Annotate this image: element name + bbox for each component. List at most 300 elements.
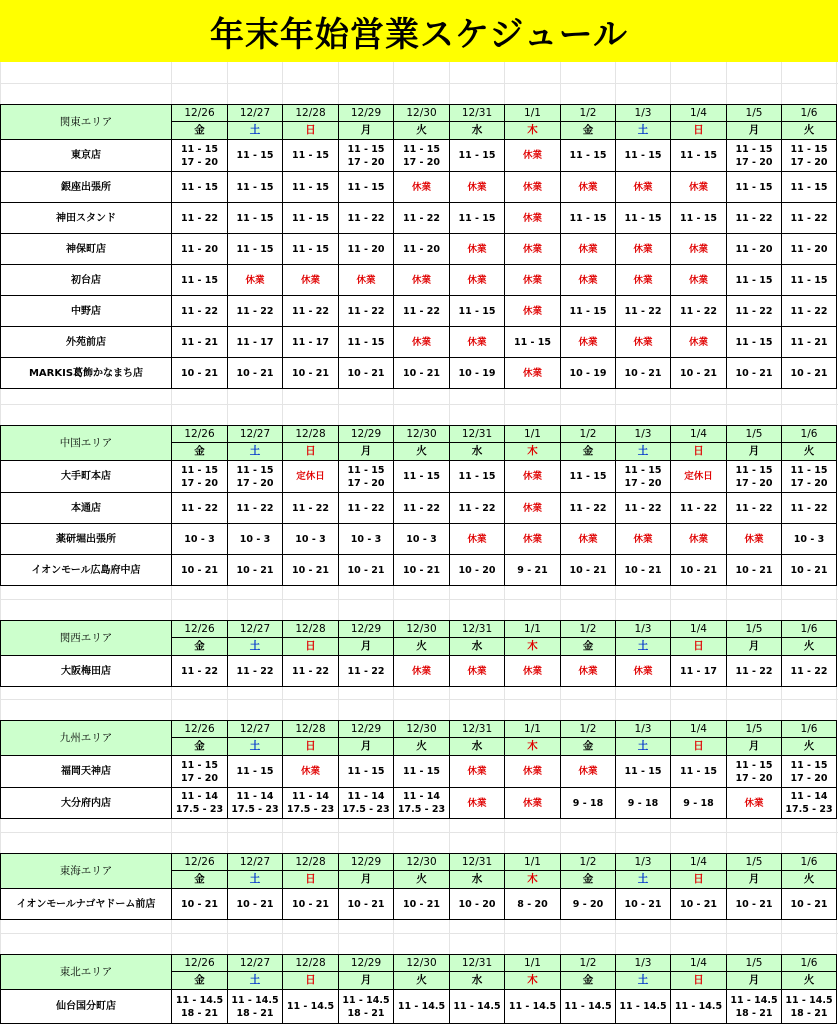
store-row	[1, 234, 837, 265]
hours-cell: 休業	[450, 234, 505, 265]
weekday-cell: 火	[394, 638, 450, 656]
weekday-cell: 水	[450, 738, 505, 756]
hours-cell: 休業	[505, 358, 561, 389]
hours-cell: 11 - 15	[283, 140, 339, 172]
hours-cell: 休業	[505, 756, 561, 788]
store-row	[1, 788, 837, 819]
hours-cell: 休業	[616, 656, 671, 687]
hours-cell: 10 - 21	[616, 889, 671, 920]
hours-cell: 11 - 22	[394, 493, 450, 524]
store-row	[1, 756, 837, 788]
date-cell: 12/30	[394, 426, 450, 443]
hours-cell: 11 - 14.5	[283, 990, 339, 1024]
date-cell: 1/2	[561, 105, 616, 122]
hours-cell: 11 - 20	[782, 234, 837, 265]
date-cell: 1/2	[561, 621, 616, 638]
weekday-cell: 火	[782, 122, 837, 140]
weekday-cell: 日	[283, 122, 339, 140]
date-row	[1, 955, 837, 972]
weekday-cell: 月	[339, 443, 394, 461]
date-cell: 12/31	[450, 721, 505, 738]
weekday-cell: 日	[671, 443, 727, 461]
date-cell: 1/1	[505, 955, 561, 972]
store-row	[1, 524, 837, 555]
weekday-cell: 土	[616, 443, 671, 461]
date-cell: 1/2	[561, 721, 616, 738]
area-name: 東北エリア	[1, 955, 172, 990]
hours-cell: 11 - 22	[782, 296, 837, 327]
hours-cell: 休業	[450, 172, 505, 203]
date-cell: 12/30	[394, 854, 450, 871]
sheet-gridline	[0, 832, 838, 833]
date-cell: 1/3	[616, 105, 671, 122]
hours-cell: 休業	[450, 327, 505, 358]
date-cell: 12/30	[394, 721, 450, 738]
store-name: 中野店	[1, 296, 172, 327]
hours-cell: 11 - 15	[727, 265, 782, 296]
hours-cell: 11 - 22	[782, 493, 837, 524]
hours-cell: 11 - 14.5 18 - 21	[782, 990, 837, 1024]
date-cell: 1/2	[561, 854, 616, 871]
date-cell: 12/31	[450, 426, 505, 443]
store-name: 銀座出張所	[1, 172, 172, 203]
hours-cell: 10 - 21	[228, 555, 283, 586]
weekday-cell: 月	[339, 638, 394, 656]
hours-cell: 休業	[505, 172, 561, 203]
weekday-cell: 火	[394, 738, 450, 756]
hours-cell: 休業	[561, 327, 616, 358]
store-name: 初台店	[1, 265, 172, 296]
weekday-cell: 月	[727, 738, 782, 756]
weekday-cell: 金	[172, 638, 228, 656]
hours-cell: 休業	[394, 172, 450, 203]
hours-cell: 休業	[505, 234, 561, 265]
hours-cell: 休業	[450, 756, 505, 788]
weekday-cell: 木	[505, 638, 561, 656]
hours-cell: 11 - 20	[339, 234, 394, 265]
hours-cell: 11 - 14.5	[505, 990, 561, 1024]
hours-cell: 10 - 21	[394, 555, 450, 586]
hours-cell: 休業	[616, 172, 671, 203]
date-cell: 12/29	[339, 721, 394, 738]
area-section	[0, 954, 838, 1024]
hours-cell: 11 - 22	[616, 296, 671, 327]
hours-cell: 休業	[505, 493, 561, 524]
store-name: 東京店	[1, 140, 172, 172]
hours-cell: 11 - 15	[228, 172, 283, 203]
weekday-cell: 火	[394, 122, 450, 140]
date-cell: 1/3	[616, 721, 671, 738]
weekday-cell: 金	[561, 638, 616, 656]
weekday-cell: 土	[228, 122, 283, 140]
weekday-cell: 火	[394, 443, 450, 461]
date-cell: 1/3	[616, 854, 671, 871]
hours-cell: 11 - 14 17.5 - 23	[782, 788, 837, 819]
date-cell: 1/1	[505, 854, 561, 871]
hours-cell: 休業	[505, 296, 561, 327]
store-name: 大手町本店	[1, 461, 172, 493]
hours-cell: 11 - 15 17 - 20	[172, 756, 228, 788]
hours-cell: 休業	[394, 265, 450, 296]
hours-cell: 11 - 15	[450, 296, 505, 327]
weekday-cell: 日	[671, 122, 727, 140]
date-cell: 1/4	[671, 854, 727, 871]
hours-cell: 11 - 22	[228, 493, 283, 524]
weekday-cell: 火	[782, 972, 837, 990]
hours-cell: 11 - 22	[172, 656, 228, 687]
hours-cell: 休業	[561, 524, 616, 555]
hours-cell: 休業	[283, 265, 339, 296]
date-cell: 1/5	[727, 105, 782, 122]
store-name: 神保町店	[1, 234, 172, 265]
hours-cell: 9 - 18	[671, 788, 727, 819]
date-cell: 1/6	[782, 426, 837, 443]
hours-cell: 11 - 14 17.5 - 23	[283, 788, 339, 819]
hours-cell: 11 - 22	[727, 493, 782, 524]
store-row	[1, 172, 837, 203]
page-title: 年末年始営業スケジュール	[0, 0, 838, 62]
weekday-cell: 金	[561, 972, 616, 990]
hours-cell: 11 - 14 17.5 - 23	[339, 788, 394, 819]
hours-cell: 11 - 14.5	[450, 990, 505, 1024]
schedule-table	[0, 954, 837, 1024]
weekday-cell: 水	[450, 122, 505, 140]
weekday-cell: 火	[394, 972, 450, 990]
date-cell: 12/30	[394, 105, 450, 122]
date-cell: 1/1	[505, 105, 561, 122]
hours-cell: 11 - 15 17 - 20	[727, 461, 782, 493]
store-row	[1, 493, 837, 524]
hours-cell: 10 - 20	[450, 555, 505, 586]
store-name: 福岡天神店	[1, 756, 172, 788]
weekday-cell: 木	[505, 871, 561, 889]
hours-cell: 11 - 15	[228, 140, 283, 172]
hours-cell: 11 - 14.5 18 - 21	[727, 990, 782, 1024]
hours-cell: 休業	[505, 461, 561, 493]
weekday-cell: 月	[727, 638, 782, 656]
hours-cell: 11 - 22	[172, 203, 228, 234]
hours-cell: 10 - 21	[727, 358, 782, 389]
hours-cell: 11 - 14 17.5 - 23	[394, 788, 450, 819]
date-cell: 12/28	[283, 105, 339, 122]
weekday-cell: 火	[782, 638, 837, 656]
date-cell: 1/5	[727, 955, 782, 972]
hours-cell: 11 - 15	[727, 172, 782, 203]
date-cell: 12/29	[339, 854, 394, 871]
hours-cell: 11 - 15 17 - 20	[782, 140, 837, 172]
hours-cell: 11 - 15	[450, 203, 505, 234]
hours-cell: 10 - 21	[283, 555, 339, 586]
date-cell: 12/26	[172, 955, 228, 972]
hours-cell: 休業	[671, 327, 727, 358]
date-cell: 1/3	[616, 621, 671, 638]
sheet-gridline	[0, 404, 838, 405]
weekday-cell: 月	[727, 871, 782, 889]
hours-cell: 11 - 22	[782, 656, 837, 687]
hours-cell: 10 - 21	[616, 555, 671, 586]
weekday-cell: 日	[671, 871, 727, 889]
date-cell: 12/26	[172, 854, 228, 871]
hours-cell: 10 - 21	[228, 358, 283, 389]
hours-cell: 11 - 20	[727, 234, 782, 265]
hours-cell: 11 - 15	[671, 140, 727, 172]
hours-cell: 11 - 15	[616, 203, 671, 234]
schedule-table	[0, 620, 837, 687]
hours-cell: 10 - 3	[339, 524, 394, 555]
weekday-cell: 日	[283, 871, 339, 889]
hours-cell: 10 - 19	[450, 358, 505, 389]
area-section	[0, 853, 838, 920]
hours-cell: 11 - 14 17.5 - 23	[172, 788, 228, 819]
hours-cell: 11 - 22	[727, 296, 782, 327]
hours-cell: 11 - 15	[561, 296, 616, 327]
hours-cell: 9 - 21	[505, 555, 561, 586]
weekday-cell: 土	[228, 972, 283, 990]
weekday-cell: 金	[561, 738, 616, 756]
hours-cell: 休業	[616, 234, 671, 265]
hours-cell: 11 - 15	[228, 203, 283, 234]
hours-cell: 休業	[228, 265, 283, 296]
hours-cell: 11 - 15 17 - 20	[172, 140, 228, 172]
hours-cell: 休業	[727, 524, 782, 555]
hours-cell: 11 - 14.5	[394, 990, 450, 1024]
weekday-cell: 金	[561, 122, 616, 140]
hours-cell: 11 - 15 17 - 20	[394, 140, 450, 172]
hours-cell: 11 - 15	[394, 461, 450, 493]
date-cell: 12/27	[228, 854, 283, 871]
store-name: 外苑前店	[1, 327, 172, 358]
weekday-cell: 土	[228, 871, 283, 889]
weekday-cell: 日	[283, 972, 339, 990]
hours-cell: 11 - 15	[283, 234, 339, 265]
hours-cell: 休業	[671, 524, 727, 555]
date-cell: 12/29	[339, 105, 394, 122]
store-row	[1, 656, 837, 687]
hours-cell: 11 - 22	[394, 203, 450, 234]
date-cell: 12/28	[283, 721, 339, 738]
date-cell: 12/31	[450, 105, 505, 122]
weekday-cell: 木	[505, 122, 561, 140]
weekday-cell: 月	[339, 871, 394, 889]
hours-cell: 10 - 21	[727, 889, 782, 920]
store-row	[1, 889, 837, 920]
store-row	[1, 358, 837, 389]
hours-cell: 10 - 21	[782, 555, 837, 586]
hours-cell: 11 - 22	[782, 203, 837, 234]
hours-cell: 10 - 3	[172, 524, 228, 555]
weekday-cell: 土	[228, 638, 283, 656]
hours-cell: 休業	[561, 756, 616, 788]
hours-cell: 11 - 22	[616, 493, 671, 524]
area-name: 九州エリア	[1, 721, 172, 756]
hours-cell: 休業	[450, 524, 505, 555]
hours-cell: 11 - 15 17 - 20	[782, 756, 837, 788]
date-cell: 12/26	[172, 721, 228, 738]
weekday-cell: 土	[616, 122, 671, 140]
weekday-cell: 火	[782, 738, 837, 756]
weekday-cell: 日	[671, 638, 727, 656]
hours-cell: 11 - 22	[283, 656, 339, 687]
date-cell: 12/31	[450, 955, 505, 972]
hours-cell: 10 - 3	[283, 524, 339, 555]
hours-cell: 11 - 15	[561, 203, 616, 234]
store-name: 仙台国分町店	[1, 990, 172, 1024]
sheet-gridline	[0, 699, 838, 700]
store-name: イオンモールナゴヤドーム前店	[1, 889, 172, 920]
hours-cell: 11 - 22	[172, 296, 228, 327]
hours-cell: 11 - 14.5 18 - 21	[339, 990, 394, 1024]
date-cell: 12/28	[283, 955, 339, 972]
hours-cell: 11 - 21	[172, 327, 228, 358]
weekday-cell: 木	[505, 738, 561, 756]
weekday-cell: 土	[616, 871, 671, 889]
weekday-cell: 火	[782, 443, 837, 461]
weekday-cell: 水	[450, 638, 505, 656]
date-cell: 1/6	[782, 854, 837, 871]
hours-cell: 11 - 14.5	[616, 990, 671, 1024]
date-cell: 12/29	[339, 621, 394, 638]
hours-cell: 11 - 14.5 18 - 21	[228, 990, 283, 1024]
date-cell: 1/6	[782, 721, 837, 738]
weekday-cell: 火	[782, 871, 837, 889]
store-row	[1, 296, 837, 327]
schedule-table	[0, 425, 837, 586]
store-row	[1, 555, 837, 586]
hours-cell: 10 - 21	[394, 889, 450, 920]
hours-cell: 11 - 22	[339, 203, 394, 234]
hours-cell: 11 - 15	[671, 756, 727, 788]
weekday-cell: 日	[283, 443, 339, 461]
date-cell: 1/2	[561, 426, 616, 443]
weekday-cell: 月	[339, 122, 394, 140]
schedule-table	[0, 720, 837, 819]
hours-cell: 10 - 21	[782, 358, 837, 389]
hours-cell: 10 - 21	[671, 889, 727, 920]
weekday-cell: 月	[339, 738, 394, 756]
weekday-cell: 金	[172, 972, 228, 990]
weekday-cell: 木	[505, 443, 561, 461]
hours-cell: 定休日	[283, 461, 339, 493]
store-name: MARKIS葛飾かなまち店	[1, 358, 172, 389]
hours-cell: 11 - 15 17 - 20	[782, 461, 837, 493]
hours-cell: 11 - 15	[172, 172, 228, 203]
date-cell: 1/2	[561, 955, 616, 972]
date-cell: 12/28	[283, 426, 339, 443]
date-cell: 1/5	[727, 721, 782, 738]
area-name: 東海エリア	[1, 854, 172, 889]
hours-cell: 8 - 20	[505, 889, 561, 920]
weekday-cell: 日	[283, 638, 339, 656]
weekday-cell: 金	[172, 738, 228, 756]
hours-cell: 10 - 3	[228, 524, 283, 555]
hours-cell: 11 - 17	[228, 327, 283, 358]
sheet-gridline	[0, 933, 838, 934]
date-cell: 1/5	[727, 426, 782, 443]
hours-cell: 休業	[450, 656, 505, 687]
weekday-cell: 土	[616, 972, 671, 990]
weekday-cell: 日	[283, 738, 339, 756]
hours-cell: 11 - 22	[172, 493, 228, 524]
hours-cell: 10 - 21	[727, 555, 782, 586]
hours-cell: 11 - 22	[727, 656, 782, 687]
date-cell: 1/4	[671, 955, 727, 972]
hours-cell: 休業	[727, 788, 782, 819]
hours-cell: 定休日	[671, 461, 727, 493]
hours-cell: 11 - 15 17 - 20	[339, 461, 394, 493]
hours-cell: 休業	[505, 265, 561, 296]
date-cell: 1/4	[671, 105, 727, 122]
hours-cell: 休業	[616, 524, 671, 555]
hours-cell: 休業	[505, 140, 561, 172]
store-name: 大分府内店	[1, 788, 172, 819]
area-section	[0, 104, 838, 389]
hours-cell: 休業	[394, 327, 450, 358]
date-row	[1, 854, 837, 871]
area-name: 中国エリア	[1, 426, 172, 461]
hours-cell: 11 - 22	[394, 296, 450, 327]
weekday-cell: 日	[671, 972, 727, 990]
hours-cell: 10 - 21	[671, 358, 727, 389]
hours-cell: 休業	[561, 172, 616, 203]
date-cell: 1/6	[782, 621, 837, 638]
hours-cell: 10 - 21	[616, 358, 671, 389]
weekday-cell: 月	[727, 122, 782, 140]
hours-cell: 休業	[450, 788, 505, 819]
hours-cell: 11 - 15	[616, 756, 671, 788]
date-row	[1, 105, 837, 122]
date-cell: 1/1	[505, 426, 561, 443]
date-cell: 12/26	[172, 105, 228, 122]
hours-cell: 11 - 22	[727, 203, 782, 234]
date-cell: 12/27	[228, 426, 283, 443]
store-name: イオンモール広島府中店	[1, 555, 172, 586]
weekday-cell: 木	[505, 972, 561, 990]
weekday-cell: 水	[450, 972, 505, 990]
hours-cell: 10 - 21	[782, 889, 837, 920]
hours-cell: 休業	[671, 265, 727, 296]
weekday-cell: 金	[172, 122, 228, 140]
hours-cell: 11 - 15 17 - 20	[228, 461, 283, 493]
date-cell: 1/6	[782, 105, 837, 122]
hours-cell: 11 - 15	[782, 265, 837, 296]
area-section	[0, 620, 838, 687]
weekday-cell: 火	[394, 871, 450, 889]
hours-cell: 11 - 15 17 - 20	[616, 461, 671, 493]
hours-cell: 11 - 15 17 - 20	[172, 461, 228, 493]
schedule-table	[0, 853, 837, 920]
weekday-cell: 日	[671, 738, 727, 756]
store-name: 本通店	[1, 493, 172, 524]
store-name: 神田スタンド	[1, 203, 172, 234]
hours-cell: 休業	[671, 234, 727, 265]
date-cell: 1/4	[671, 721, 727, 738]
weekday-cell: 土	[228, 738, 283, 756]
store-row	[1, 140, 837, 172]
date-cell: 12/27	[228, 955, 283, 972]
weekday-cell: 月	[339, 972, 394, 990]
weekday-cell: 土	[616, 638, 671, 656]
hours-cell: 11 - 20	[394, 234, 450, 265]
store-row	[1, 327, 837, 358]
hours-cell: 11 - 15	[228, 756, 283, 788]
date-cell: 1/1	[505, 721, 561, 738]
hours-cell: 10 - 20	[450, 889, 505, 920]
hours-cell: 10 - 21	[172, 358, 228, 389]
date-row	[1, 721, 837, 738]
weekday-cell: 水	[450, 443, 505, 461]
store-name: 大阪梅田店	[1, 656, 172, 687]
date-cell: 1/5	[727, 854, 782, 871]
